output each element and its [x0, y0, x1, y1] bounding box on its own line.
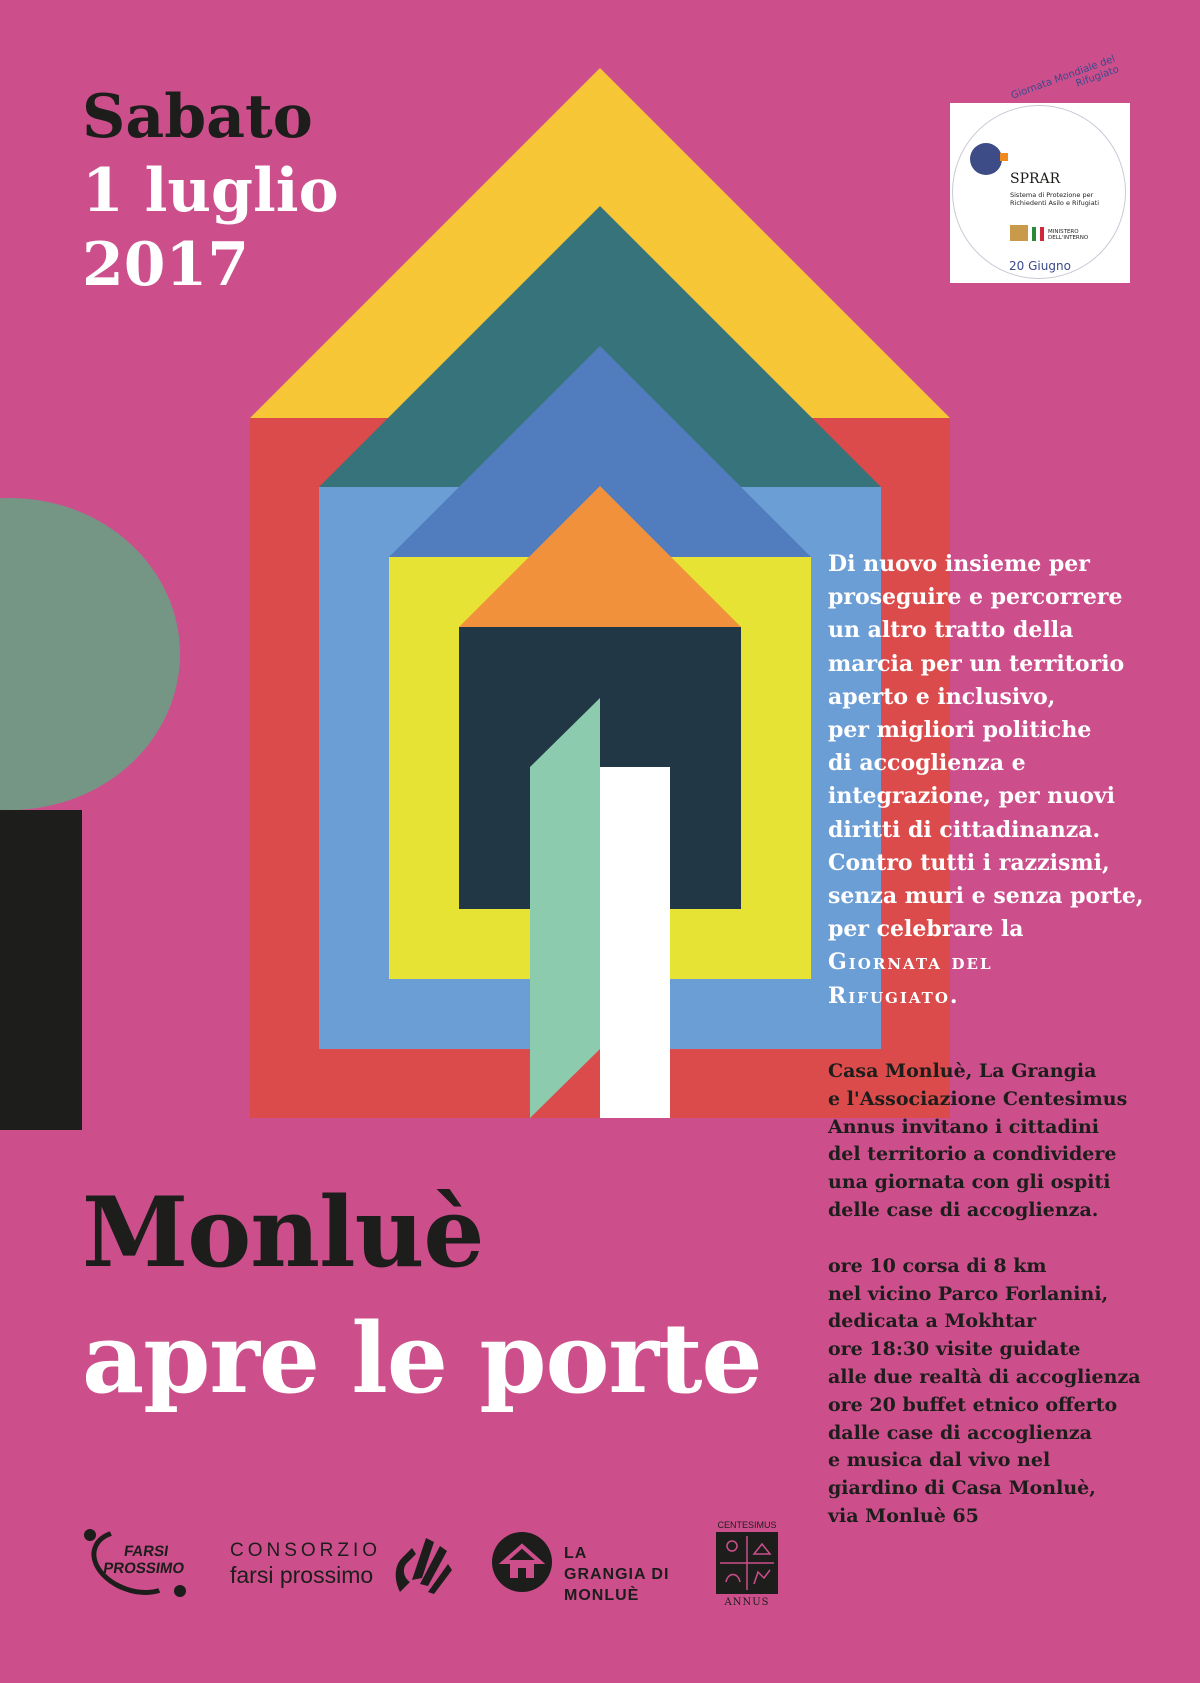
- hand-icon: [392, 1530, 452, 1598]
- body-line: per celebrare la: [828, 916, 1024, 943]
- farsi-prossimo-text: FARSI PROSSIMO: [102, 1543, 186, 1577]
- body-line: Di nuovo insieme per: [828, 551, 1090, 577]
- farsi-dot-icon: [84, 1529, 96, 1541]
- white-doorway: [600, 767, 670, 1118]
- centesimus-figures-icon: [716, 1532, 778, 1594]
- body-line: un altro tratto della: [828, 617, 1074, 644]
- headline-line-2: apre le porte: [82, 1302, 762, 1415]
- body-text: [828, 548, 1188, 1013]
- centesimus-bottom-text: ANNUS: [724, 1597, 770, 1608]
- body-line: per migliori politiche: [828, 717, 1092, 744]
- body-line: diritti di cittadinanza.: [828, 816, 1101, 843]
- program-line: ore 10 corsa di 8 km: [828, 1254, 1047, 1277]
- body-line: senza muri e senza porte,: [828, 883, 1144, 910]
- consorzio-line-2: farsi prossimo: [230, 1562, 374, 1588]
- centesimus-annus-logo: [712, 1520, 782, 1610]
- program-line: giardino di Casa Monluè,: [828, 1477, 1096, 1500]
- open-door: [530, 698, 600, 1118]
- farsi-dot-icon: [174, 1585, 186, 1597]
- invite-line: del territorio a condividere: [828, 1143, 1117, 1166]
- centesimus-top-text: CENTESIMUS: [717, 1520, 777, 1530]
- program-paragraph: [828, 1253, 1198, 1531]
- badge-subtitle: Sistema di Protezione per Richiedenti Asilo e Rifugiati: [1010, 191, 1100, 207]
- body-line: marcia per un territorio: [828, 650, 1125, 677]
- badge-title: SPRAR: [1010, 171, 1061, 187]
- headline-line-1: Monluè: [82, 1176, 484, 1289]
- date-day-month: 1 luglio: [82, 156, 339, 226]
- invite-paragraph: [828, 1058, 1198, 1225]
- program-line: dedicata a Mokhtar: [828, 1310, 1037, 1333]
- badge-ministry: MINISTERO DELL'INTERNO: [1048, 229, 1089, 241]
- program-line: via Monluè 65: [828, 1504, 979, 1527]
- date-year: 2017: [82, 230, 249, 300]
- refugee-day-line-1: Giornata del: [828, 949, 993, 976]
- body-line: Contro tutti i razzismi,: [828, 849, 1110, 876]
- consorzio-logo: [230, 1540, 460, 1600]
- centesimus-emblem-icon: [716, 1532, 778, 1594]
- grangia-text: [564, 1543, 674, 1606]
- consorzio-line-1: CONSORZIO: [230, 1540, 382, 1561]
- invite-line: una giornata con gli ospiti: [828, 1171, 1111, 1194]
- program-line: alle due realtà di accoglienza: [828, 1365, 1141, 1388]
- program-line: ore 18:30 visite guidate: [828, 1338, 1081, 1361]
- tree-trunk: [0, 810, 82, 1130]
- headline: [82, 1170, 762, 1422]
- body-line: aperto e inclusivo,: [828, 683, 1056, 710]
- grangia-name: LA GRANGIA DI MONLUÈ: [564, 1545, 670, 1604]
- program-line: ore 20 buffet etnico offerto: [828, 1393, 1118, 1416]
- date-weekday: Sabato: [82, 82, 313, 152]
- invite-line: Annus invitano i cittadini: [828, 1115, 1099, 1138]
- sprar-square-icon: [1000, 153, 1008, 161]
- body-line: di accoglienza e: [828, 750, 1026, 777]
- sprar-logo-icon: [970, 143, 1002, 175]
- info-text: [828, 1058, 1198, 1559]
- italy-flag-icon: [1032, 227, 1044, 241]
- program-line: nel vicino Parco Forlanini,: [828, 1282, 1109, 1305]
- la-grangia-logo: [492, 1532, 682, 1604]
- house-icon: [492, 1532, 552, 1592]
- badge-date: 20 Giugno: [1009, 259, 1071, 273]
- invite-line: Casa Monluè, La Grangia: [828, 1060, 1097, 1082]
- refugee-day-line-2: Rifugiato.: [828, 982, 960, 1009]
- program-line: dalle case di accoglienza: [828, 1421, 1092, 1444]
- program-line: e musica dal vivo nel: [828, 1449, 1051, 1472]
- invite-line: delle case di accoglienza.: [828, 1198, 1099, 1221]
- sprar-badge: [950, 53, 1130, 283]
- event-date: [82, 80, 339, 302]
- anci-logo-icon: [1010, 225, 1028, 241]
- badge-arc-text: Giornata Mondiale del Rifugiato: [1009, 53, 1121, 102]
- farsi-prossimo-logo: [82, 1525, 192, 1600]
- body-line: proseguire e percorrere: [828, 584, 1123, 611]
- grangia-circle-icon: [492, 1532, 552, 1592]
- invite-line: e l'Associazione Centesimus: [828, 1087, 1128, 1110]
- body-line: integrazione, per nuovi: [828, 783, 1116, 810]
